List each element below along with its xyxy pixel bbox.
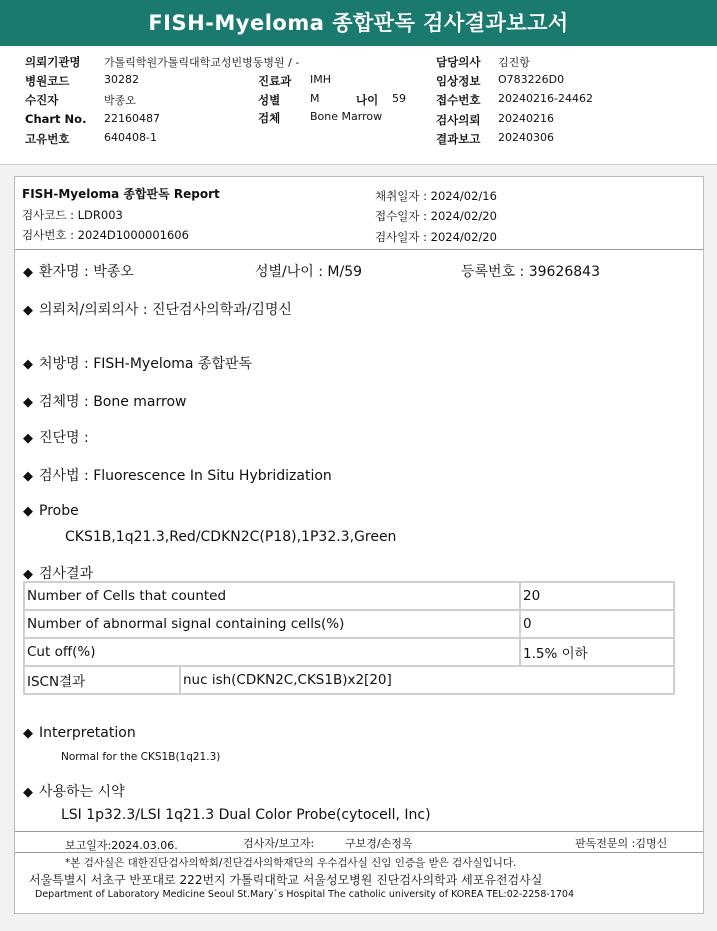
interpretation-label: Interpretation	[39, 725, 136, 741]
order-section	[23, 353, 252, 373]
diamond-icon: ◆	[23, 265, 33, 280]
clinical-value: O783226D0	[498, 73, 565, 86]
specimen-line: 검체명 : Bone marrow	[39, 394, 187, 410]
lab-address: 서울특별시 서초구 반포대로 222번지 가톨릭대학교 서울성모병원 진단검사의학과 세포유전검사실	[29, 873, 543, 887]
table-row	[24, 638, 674, 666]
diamond-icon: ◆	[23, 395, 33, 410]
patient-section	[23, 261, 134, 281]
age-value: 59	[392, 92, 406, 105]
diagnosis-line: 진단명 :	[39, 430, 89, 446]
dept-label: 진료과	[258, 74, 292, 88]
id-value: 640408-1	[104, 131, 157, 144]
diamond-icon: ◆	[23, 357, 33, 372]
diagnosis-section	[23, 427, 89, 447]
diamond-icon: ◆	[23, 726, 33, 741]
result-date-label: 결과보고	[436, 132, 481, 146]
lab-address-en: Department of Laboratory Medicine Seoul St.Mary`s Hospital The catholic university of KOREA TEL:02-2258-1704	[35, 889, 575, 900]
row-name: Number of abnormal signal containing cells(%)	[24, 610, 520, 638]
request-value: 20240216	[498, 112, 554, 125]
referrer-line: 의뢰처/의뢰의사 : 진단검사의학과/김명신	[39, 302, 292, 318]
diamond-icon: ◆	[23, 469, 33, 484]
reagent-section	[23, 781, 125, 801]
interpretation-value: Normal for the CKS1B(1q21.3)	[61, 751, 221, 763]
doctor-value: 김진항	[498, 56, 530, 69]
method-line: 검사법 : Fluorescence In Situ Hybridization	[39, 468, 332, 484]
sex-value: M	[310, 92, 320, 105]
reagent-value: LSI 1p32.3/LSI 1q21.3 Dual Color Probe(cytocell, Inc)	[61, 807, 431, 823]
result-label: 검사결과	[39, 566, 94, 582]
examiner-label: 검사자/보고자:	[243, 837, 315, 850]
diamond-icon: ◆	[23, 504, 33, 519]
probe-value: CKS1B,1q21.3,Red/CDKN2C(P18),1P32.3,Green	[65, 529, 397, 545]
interpretation-section	[23, 725, 136, 741]
receipt-label: 접수번호	[436, 93, 481, 107]
patient-value: 박종오	[104, 94, 136, 107]
result-section	[23, 563, 93, 583]
report-title: FISH-Myeloma 종합판독 Report	[22, 187, 220, 201]
row-value: 0	[520, 610, 674, 638]
method-section	[23, 465, 332, 485]
probe-section	[23, 503, 79, 519]
reader: 판독전문의 :김명신	[575, 837, 668, 850]
report-date: 보고일자:2024.03.06.	[65, 839, 178, 852]
diamond-icon: ◆	[23, 567, 33, 582]
diamond-icon: ◆	[23, 431, 33, 446]
reg-line: 등록번호 : 39626843	[461, 264, 600, 280]
clinical-label: 임상정보	[436, 74, 481, 88]
sex-label: 성별	[258, 93, 281, 107]
age-label: 나이	[356, 93, 379, 107]
certification-note: *본 검사실은 대한진단검사의학회/진단검사의학재단의 우수검사실 신임 인증을 받은 검사실입니다.	[65, 857, 517, 869]
test-date: 검사일자 : 2024/02/20	[375, 230, 497, 244]
result-date-value: 20240306	[498, 131, 554, 144]
referrer-section	[23, 299, 292, 319]
specimen-section	[23, 391, 187, 411]
request-header	[0, 46, 717, 165]
hosp-code-label: 병원코드	[25, 74, 70, 88]
id-label: 고유번호	[25, 132, 70, 146]
sexage-line: 성별/나이 : M/59	[255, 264, 363, 280]
probe-label: Probe	[39, 503, 79, 519]
row-name: Number of Cells that counted	[24, 582, 520, 610]
page-title: FISH-Myeloma 종합판독 검사결과보고서	[0, 0, 717, 47]
request-label: 검사의뢰	[436, 113, 481, 127]
diamond-icon: ◆	[23, 303, 33, 318]
row-value: 20	[520, 582, 674, 610]
chart-label: Chart No.	[25, 112, 87, 126]
receive-date: 접수일자 : 2024/02/20	[375, 209, 497, 223]
test-number: 검사번호 : 2024D1000001606	[22, 228, 189, 242]
chart-value: 22160487	[104, 112, 160, 125]
specimen-value: Bone Marrow	[310, 110, 383, 123]
row-value: 1.5% 이하	[520, 638, 674, 666]
row-name: Cut off(%)	[24, 638, 520, 666]
table-row	[24, 666, 674, 694]
specimen-label: 검체	[258, 111, 281, 125]
report-header	[15, 177, 703, 250]
hospital-value: 가톨릭학원가톨릭대학교성빈병동병원 / -	[104, 56, 300, 69]
diamond-icon: ◆	[23, 785, 33, 800]
test-code: 검사코드 : LDR003	[22, 208, 123, 222]
dept-value: IMH	[310, 73, 332, 86]
doctor-label: 담당의사	[436, 55, 481, 69]
result-table	[23, 581, 675, 695]
table-row	[24, 582, 674, 610]
iscn-label: ISCN결과	[24, 666, 180, 694]
hospital-label: 의뢰기관명	[25, 55, 81, 69]
receipt-value: 20240216-24462	[498, 92, 593, 105]
table-row	[24, 610, 674, 638]
patient-line: 환자명 : 박종오	[39, 264, 134, 280]
examiner-names: 구보경/손정옥	[345, 837, 413, 850]
collect-date: 채취일자 : 2024/02/16	[375, 189, 497, 203]
order-line: 처방명 : FISH-Myeloma 종합판독	[39, 356, 253, 372]
report-sheet	[14, 176, 704, 914]
patient-label: 수진자	[25, 93, 59, 107]
reagent-label: 사용하는 시약	[39, 784, 125, 800]
hosp-code-value: 30282	[104, 73, 139, 86]
iscn-value: nuc ish(CDKN2C,CKS1B)x2[20]	[180, 666, 674, 694]
